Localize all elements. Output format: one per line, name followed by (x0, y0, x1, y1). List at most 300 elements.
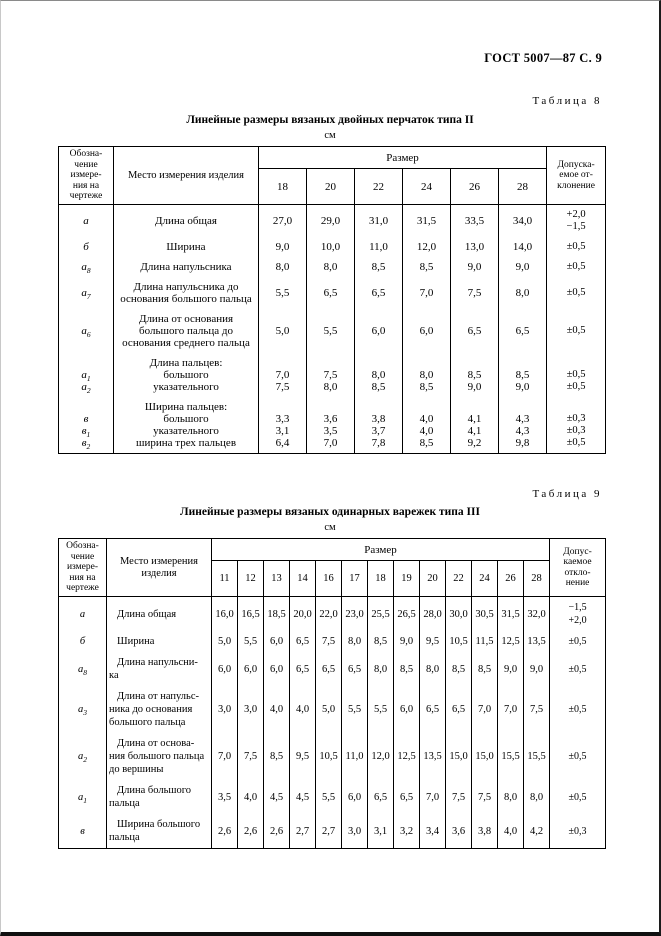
value-cell (498, 686, 524, 733)
value-cell (472, 652, 498, 686)
cell-line: Длина от напульс- (117, 691, 199, 702)
cell-line: 7,0 (477, 704, 492, 715)
cell-line: 6,5 (451, 704, 466, 715)
deviation-cell (547, 277, 606, 309)
cell-line: а (79, 608, 86, 620)
cell-line: 13,0 (464, 241, 485, 253)
value-cell (342, 652, 368, 686)
cell-line: ±0,5 (568, 663, 587, 675)
cell-line: 10,5 (449, 636, 468, 647)
cell-line: 4,1 (467, 413, 482, 425)
cell-line: $а_8$ (78, 663, 87, 677)
deviation-cell (550, 686, 606, 733)
value-cell (264, 814, 290, 849)
value-cell (316, 814, 342, 849)
cell-line: 31,5 (501, 608, 520, 620)
value-cell (342, 597, 368, 632)
cell-line: 23,0 (345, 608, 364, 620)
designation-cell (59, 631, 107, 652)
cell-line: Длина напульсника до (133, 281, 239, 293)
cell-line: ±0,5 (568, 636, 587, 647)
designation-column-header (59, 539, 107, 597)
cell-line: б (83, 241, 89, 253)
place-cell (114, 277, 259, 309)
cell-line (260, 357, 305, 369)
cell-line: 8,5 (467, 369, 482, 381)
cell-line: 7,0 (275, 369, 290, 381)
cell-line: 12,5 (501, 636, 520, 647)
cell-line (452, 357, 497, 369)
cell-line: $в_1$ (81, 425, 91, 440)
cell-line: чение (74, 159, 98, 170)
cell-line: 26,5 (397, 608, 416, 620)
value-cell (446, 652, 472, 686)
place-cell (107, 652, 212, 686)
size-header: 18 (368, 561, 394, 597)
value-cell (307, 205, 355, 238)
cell-line: 15,5 (527, 751, 546, 762)
cell-line: 5,0 (275, 325, 290, 337)
value-cell (472, 814, 498, 849)
value-cell (499, 257, 547, 277)
value-cell (238, 814, 264, 849)
designation-cell (59, 686, 107, 733)
value-cell (355, 237, 403, 257)
cell-line: 9,0 (399, 636, 414, 647)
cell-line: 4,0 (419, 413, 434, 425)
cell-line: 2,6 (269, 825, 284, 837)
cell-line: в (83, 413, 89, 425)
cell-line: 4,0 (503, 825, 518, 837)
cell-line: Длина общая (117, 608, 177, 620)
cell-line: 8,5 (451, 663, 466, 675)
cell-line: 8,5 (419, 437, 434, 449)
cell-line: ±0,5 (568, 704, 587, 715)
value-cell (498, 597, 524, 632)
cell-line: пальца (109, 798, 140, 809)
designation-cell (59, 814, 107, 849)
cell-line (308, 401, 353, 413)
cell-line: $а_8$ (81, 261, 91, 276)
value-cell (342, 780, 368, 814)
value-cell (212, 597, 238, 632)
deviation-column-header (550, 539, 606, 597)
cell-line: 4,3 (515, 425, 530, 437)
cell-line: 8,5 (371, 381, 386, 393)
cell-line: 4,5 (295, 791, 310, 803)
cell-line: ±0,5 (568, 751, 587, 762)
cell-line: 10,0 (320, 241, 341, 253)
value-cell (446, 686, 472, 733)
value-cell (264, 652, 290, 686)
cell-line: 11,0 (369, 241, 388, 253)
value-cell (403, 353, 451, 397)
cell-line: 5,5 (275, 287, 290, 299)
cell-line: а (83, 215, 89, 227)
cell-line: пальца (109, 832, 140, 843)
cell-line: Допус- (563, 546, 592, 557)
table-body (59, 205, 606, 454)
cell-line: 9,5 (425, 636, 440, 647)
deviation-cell (547, 237, 606, 257)
cell-line: клонение (557, 180, 595, 191)
cell-line: 2,7 (295, 825, 310, 837)
designation-cell (59, 277, 114, 309)
cell-line: 31,0 (368, 215, 389, 227)
cell-line (60, 357, 112, 369)
designation-cell (59, 237, 114, 257)
table9-unit: см (324, 522, 336, 533)
deviation-cell (550, 733, 606, 780)
place-cell (114, 397, 259, 454)
cell-line: 6,5 (425, 704, 440, 715)
place-cell (114, 257, 259, 277)
size-header: 18 (259, 169, 307, 205)
cell-line: $а_1$ (81, 369, 91, 384)
value-cell (524, 631, 550, 652)
value-cell (499, 277, 547, 309)
table-row (59, 309, 606, 353)
value-cell (238, 597, 264, 632)
header-row-1 (59, 147, 606, 169)
cell-line: 6,5 (467, 325, 482, 337)
value-cell (342, 631, 368, 652)
cell-line: 5,5 (321, 791, 336, 803)
cell-line: 8,0 (371, 369, 386, 381)
cell-line: ±0,5 (568, 791, 587, 803)
deviation-cell (550, 814, 606, 849)
cell-line: ника до основания (109, 704, 193, 715)
cell-line: 9,5 (295, 751, 310, 762)
cell-line: 3,0 (347, 825, 362, 837)
cell-line: 13,5 (423, 751, 442, 762)
value-cell (368, 686, 394, 733)
designation-cell (59, 353, 114, 397)
cell-line: Длина общая (155, 215, 217, 227)
cell-line: б (79, 636, 86, 647)
value-cell (316, 780, 342, 814)
cell-line: 6,0 (217, 663, 232, 675)
value-cell (212, 814, 238, 849)
cell-line: 15,5 (501, 751, 520, 762)
cell-line: 4,0 (295, 704, 310, 715)
cell-line: 4,0 (243, 791, 258, 803)
value-cell (524, 686, 550, 733)
cell-line: 15,0 (449, 751, 468, 762)
table-row (59, 597, 606, 632)
designation-cell (59, 652, 107, 686)
cell-line: 5,0 (321, 704, 336, 715)
size-header: 19 (394, 561, 420, 597)
value-cell (394, 597, 420, 632)
value-cell (238, 631, 264, 652)
value-cell (238, 780, 264, 814)
designation-cell (59, 309, 114, 353)
size-group-header: Размер (259, 147, 547, 169)
cell-line: большого (163, 413, 209, 425)
place-cell (114, 309, 259, 353)
value-cell (524, 780, 550, 814)
value-cell (394, 686, 420, 733)
value-cell (446, 597, 472, 632)
value-cell (451, 277, 499, 309)
value-cell (259, 257, 307, 277)
cell-line: 20,0 (293, 608, 312, 620)
cell-line: 3,5 (217, 791, 232, 803)
size-header: 24 (403, 169, 451, 205)
cell-line: 3,8 (477, 825, 492, 837)
cell-line (356, 357, 401, 369)
cell-line: 6,5 (295, 636, 310, 647)
value-cell (355, 257, 403, 277)
cell-line: Место измерения (119, 555, 198, 567)
cell-line: +2,0 (568, 615, 587, 626)
value-cell (316, 652, 342, 686)
table-row (59, 631, 606, 652)
cell-line: 33,5 (464, 215, 485, 227)
size-header: 14 (290, 561, 316, 597)
value-cell (420, 780, 446, 814)
cell-line: 8,5 (419, 381, 434, 393)
value-cell (342, 733, 368, 780)
value-cell (316, 631, 342, 652)
cell-line: указательного (153, 425, 219, 437)
value-cell (307, 353, 355, 397)
cell-line: Длина напульсника (140, 261, 232, 273)
table8-gloves-type2 (58, 146, 606, 454)
cell-line: ±0,5 (566, 437, 586, 448)
value-cell (451, 237, 499, 257)
place-cell (107, 597, 212, 632)
size-header: 22 (446, 561, 472, 597)
table9-title: Линейные размеры вязаных одинарных варежек типа III (180, 506, 480, 518)
value-cell (420, 652, 446, 686)
cell-line (260, 401, 305, 413)
place-cell (114, 237, 259, 257)
table-header (59, 147, 606, 205)
cell-line (404, 401, 449, 413)
cell-line: Ширина (117, 636, 155, 647)
cell-line: большого пальца (109, 717, 186, 728)
value-cell (259, 277, 307, 309)
cell-line: измере- (66, 562, 99, 573)
cell-line: 7,5 (321, 636, 336, 647)
value-cell (355, 205, 403, 238)
value-cell (307, 237, 355, 257)
value-cell (451, 257, 499, 277)
value-cell (368, 652, 394, 686)
cell-line: основания среднего пальца (122, 337, 250, 349)
table9-mittens-type3 (58, 538, 606, 849)
cell-line (356, 401, 401, 413)
cell-line: 12,0 (416, 241, 437, 253)
cell-line: $а_2$ (78, 751, 87, 765)
cell-line: 9,0 (467, 261, 482, 273)
cell-line (548, 357, 604, 369)
value-cell (420, 686, 446, 733)
cell-line: 6,0 (371, 325, 386, 337)
value-cell (290, 814, 316, 849)
cell-line: 4,3 (515, 413, 530, 425)
deviation-column-header (547, 147, 606, 205)
value-cell (524, 652, 550, 686)
designation-cell (59, 257, 114, 277)
cell-line: 12,0 (371, 751, 390, 762)
value-cell (368, 733, 394, 780)
place-cell (114, 205, 259, 238)
cell-line: 8,0 (275, 261, 290, 273)
value-cell (238, 686, 264, 733)
cell-line: 29,0 (320, 215, 341, 227)
cell-line: 7,0 (217, 751, 232, 762)
deviation-cell (547, 205, 606, 238)
cell-line: 16,0 (215, 608, 234, 620)
value-cell (264, 780, 290, 814)
cell-line: 6,0 (243, 663, 258, 675)
cell-line: каемое (563, 557, 592, 567)
value-cell (307, 397, 355, 454)
cell-line: 7,0 (503, 704, 518, 715)
cell-line: Длина напульсни- (117, 657, 198, 668)
value-cell (451, 353, 499, 397)
cell-line: 8,5 (419, 261, 434, 273)
value-cell (290, 631, 316, 652)
cell-line: 8,0 (529, 791, 544, 803)
cell-line: 6,4 (275, 437, 290, 449)
cell-line: 8,5 (371, 261, 386, 273)
cell-line: 8,5 (399, 663, 414, 675)
cell-line: 8,0 (515, 287, 530, 299)
value-cell (524, 814, 550, 849)
size-header: 20 (420, 561, 446, 597)
cell-line: Обозна- (69, 149, 103, 160)
value-cell (394, 780, 420, 814)
value-cell (394, 814, 420, 849)
place-cell (107, 686, 212, 733)
designation-cell (59, 733, 107, 780)
table-row (59, 652, 606, 686)
table-row (59, 257, 606, 277)
cell-line: 8,5 (269, 751, 284, 762)
value-cell (212, 652, 238, 686)
value-cell (368, 814, 394, 849)
cell-line: ±0,5 (566, 261, 586, 272)
value-cell (403, 205, 451, 238)
size-header: 11 (212, 561, 238, 597)
deviation-cell (547, 309, 606, 353)
cell-line: 5,5 (373, 704, 388, 715)
cell-line: 9,0 (503, 663, 518, 675)
cell-line: 6,5 (323, 287, 338, 299)
cell-line: 3,7 (371, 425, 386, 437)
value-cell (290, 733, 316, 780)
cell-line: Ширина пальцев: (144, 401, 228, 413)
value-cell (498, 814, 524, 849)
cell-line: −1,5 (566, 221, 586, 232)
table-row (59, 733, 606, 780)
size-header: 22 (355, 169, 403, 205)
deviation-cell (547, 397, 606, 454)
size-group-header: Размер (212, 539, 550, 561)
designation-cell (59, 780, 107, 814)
cell-line: Длина от основа- (117, 738, 195, 749)
table8-title: Линейные размеры вязаных двойных перчаток типа II (186, 114, 474, 126)
cell-line: 7,5 (323, 369, 338, 381)
value-cell (212, 733, 238, 780)
cell-line: ±0,5 (566, 325, 586, 336)
value-cell (499, 237, 547, 257)
cell-line: ±0,3 (566, 425, 586, 436)
table-row (59, 686, 606, 733)
place-cell (107, 780, 212, 814)
cell-line: Длина большого (117, 785, 192, 796)
cell-line: емое от- (559, 170, 593, 181)
value-cell (499, 397, 547, 454)
cell-line: 6,5 (347, 663, 362, 675)
cell-line: 9,0 (529, 663, 544, 675)
cell-line: $а_7$ (81, 287, 91, 302)
place-column-header (107, 539, 212, 597)
cell-line: 4,0 (419, 425, 434, 437)
cell-line: 12,5 (397, 751, 416, 762)
cell-line: 9,0 (275, 241, 290, 253)
cell-line (404, 357, 449, 369)
cell-line: 14,0 (512, 241, 533, 253)
cell-line: 3,2 (399, 825, 414, 837)
value-cell (403, 309, 451, 353)
value-cell (212, 631, 238, 652)
cell-line: 5,5 (347, 704, 362, 715)
cell-line (452, 401, 497, 413)
value-cell (420, 733, 446, 780)
cell-line: 7,5 (243, 751, 258, 762)
cell-line: 3,0 (243, 704, 258, 715)
cell-line: 34,0 (512, 215, 533, 227)
place-cell (107, 631, 212, 652)
cell-line: изделия (141, 567, 177, 579)
size-header: 20 (307, 169, 355, 205)
cell-line: 16,5 (241, 608, 260, 620)
value-cell (403, 397, 451, 454)
table9-caption: Таблица 9 (532, 488, 602, 500)
value-cell (472, 780, 498, 814)
value-cell (394, 631, 420, 652)
cell-line: 11,0 (345, 751, 364, 762)
value-cell (524, 733, 550, 780)
table-row (59, 780, 606, 814)
cell-line: 3,5 (323, 425, 338, 437)
cell-line: 5,0 (217, 636, 232, 647)
value-cell (524, 597, 550, 632)
value-cell (446, 631, 472, 652)
cell-line: ±0,3 (568, 825, 587, 837)
cell-line: ±0,5 (566, 287, 586, 298)
cell-line: измере- (70, 170, 102, 181)
cell-line: чертеже (69, 191, 103, 202)
size-header: 28 (499, 169, 547, 205)
cell-line: основания большого пальца (120, 293, 252, 305)
cell-line: 7,8 (371, 437, 386, 449)
value-cell (472, 733, 498, 780)
cell-line: $а_2$ (81, 381, 91, 396)
cell-line: 31,5 (416, 215, 437, 227)
value-cell (355, 397, 403, 454)
cell-line: $в_2$ (81, 437, 91, 452)
cell-line: ±0,5 (566, 369, 586, 380)
size-header: 26 (498, 561, 524, 597)
cell-line: $а_3$ (78, 704, 87, 718)
cell-line: 7,0 (425, 791, 440, 803)
